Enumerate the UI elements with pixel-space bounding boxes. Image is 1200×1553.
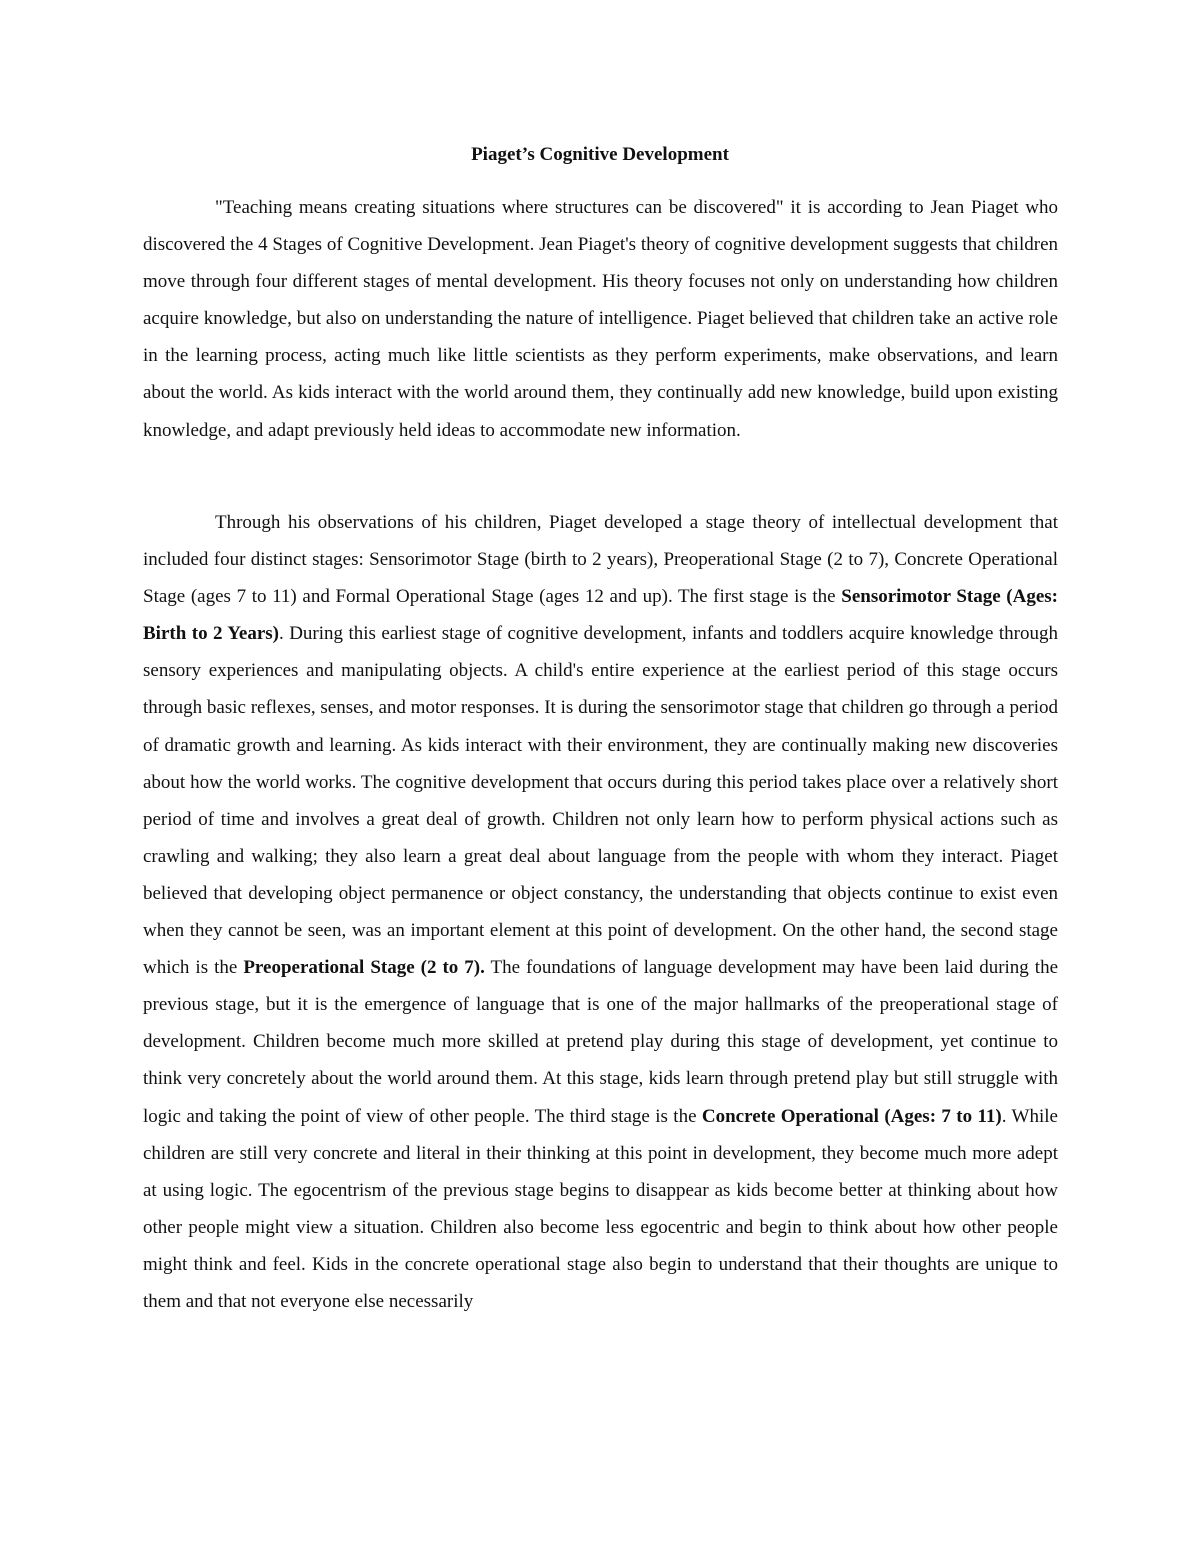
document-title: Piaget’s Cognitive Development — [471, 144, 729, 165]
paragraph-1-text: "Teaching means creating situations where structures can be discovered" it is according to Jean Piaget who discovered the 4 Stages of Cognitive Development. Jean Piaget's theory of cognitive development suggests that children move through four different stages of mental development. His theory focuses not only on understanding how children acquire knowledge, but also on understanding the nature of intelligence. Piaget believed that children take an active role in the learning process, acting much like little scientists as they perform experiments, make observations, and learn about the world. As kids interact with the world around them, they continually add new knowledge, build upon existing knowledge, and adapt previously held ideas to accommodate new information. — [143, 197, 1058, 441]
concrete-operational-heading: Concrete Operational (Ages: 7 to 11) — [701, 1105, 1002, 1127]
paragraph-2-segment-2: . During this earliest stage of cognitive development, infants and toddlers acquire knowledge through sensory experiences and manipulating objects. A child's entire experience at the earliest period of this stage occurs through basic reflexes, senses, and motor responses. It is during the sensorimotor stage that children go through a period of dramatic growth and learning. As kids interact with their environment, they are continually making new discoveries about how the world works. The cognitive development that occurs during this period takes place over a relatively short period of time and involves a great deal of growth. Children not only learn how to perform physical actions such as crawling and walking; they also learn a great deal about language from the people with whom they interact. Piaget believed that developing object permanence or object constancy, the understanding that objects continue to exist even when they cannot be seen, was an important element at this point of development. On the other hand, the second stage which is the — [143, 623, 1059, 979]
paragraph-2-text — [143, 504, 1058, 1320]
preoperational-stage-heading: Preoperational Stage (2 to 7). — [243, 957, 485, 979]
paragraph-2-segment-3: The foundations of language development may have been laid during the previous stage, but it is the emergence of language that is one of the major hallmarks of the preoperational stage of development. Children become much more skilled at pretend play during this stage of development, yet continue to think very concretely about the world around them. At this stage, kids learn through pretend play but still struggle with logic and taking the point of view of other people. The third stage is the — [143, 957, 1059, 1127]
sensorimotor-stage-heading: Sensorimotor Stage (Ages: Birth to 2 Years) — [143, 586, 1058, 645]
paragraph-2-segment-4: . While children are still very concrete and literal in their thinking at this point in development, they become much more adept at using logic. The egocentrism of the previous stage begins to disappear as kids become better at thinking about how other people might view a situation. Children also become less egocentric and begin to think about how other people might think and feel. Kids in the concrete operational stage also begin to understand that their thoughts are unique to them and that not everyone else necessarily — [143, 1105, 1058, 1312]
paragraph-2 — [143, 504, 1058, 1320]
paragraph-1 — [143, 189, 1058, 449]
paragraph-2-segment-1: Through his observations of his children, Piaget developed a stage theory of intellectual development that included four distinct stages: Sensorimotor Stage (birth to 2 years), Preoperational Stage (2 to 7), Concrete Operational Stage (ages 7 to 11) and Formal Operational Stage (ages 12 and up). The first stage is the — [143, 512, 1058, 608]
